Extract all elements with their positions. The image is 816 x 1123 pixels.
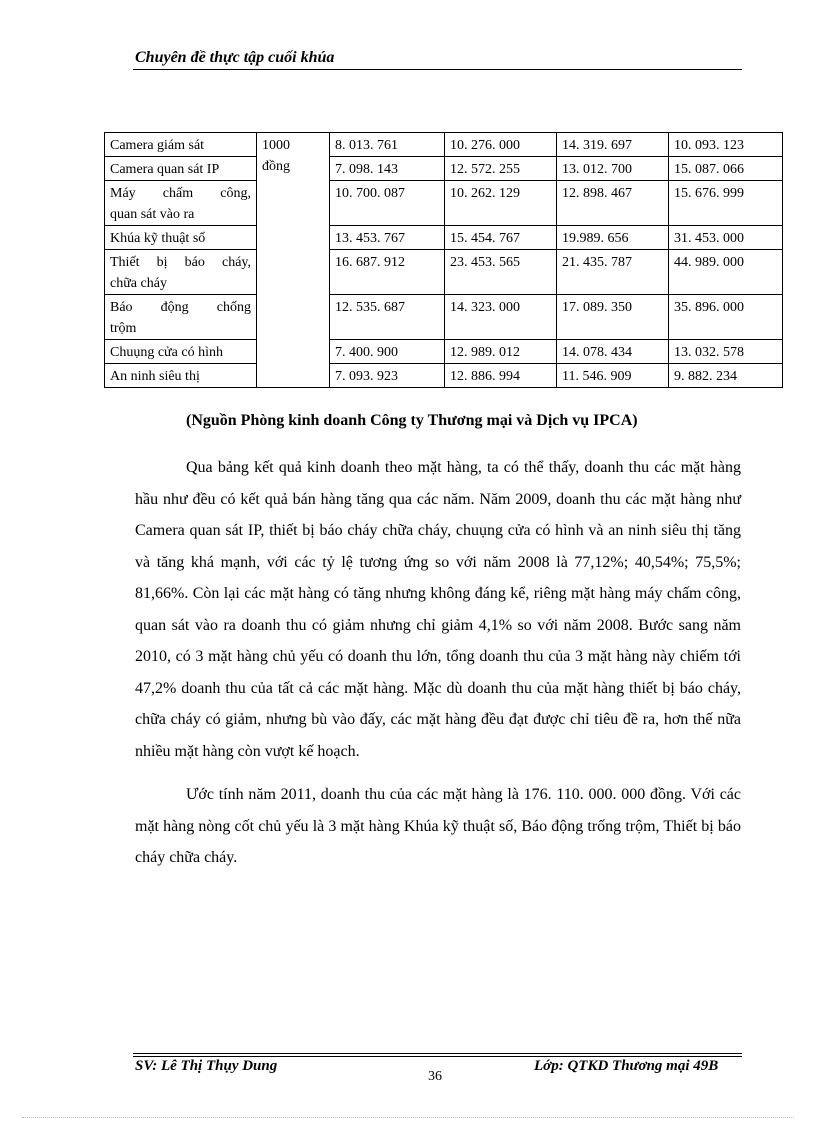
value-cell: 12. 535. 687	[330, 295, 445, 340]
table-row	[105, 295, 783, 340]
table-row	[105, 340, 783, 364]
revenue-table	[104, 132, 783, 388]
row-name: Máy chấm công, quan sát vào ra	[105, 181, 257, 226]
paragraph: Qua bảng kết quả kinh doanh theo mặt hàng, ta có thể thấy, doanh thu các mặt hàng hầu như đều có kết quả bán hàng tăng qua các năm. Năm 2009, doanh thu các mặt hàng như Camera quan sát IP, thiết bị báo cháy chữa cháy, chuụng cửa có hình và an ninh siêu thị tăng và tăng khá mạnh, với các tỷ lệ tương ứng so với năm 2008 là 77,12%; 40,54%; 75,5%; 81,66%. Còn lại các mặt hàng có tăng nhưng không đáng kể, riêng mặt hàng máy chấm công, quan sát vào ra doanh thu có giảm nhưng chỉ giảm 4,1% so với năm 2008. Bước sang năm 2010, có 3 mặt hàng chủ yếu có doanh thu lớn, tổng doanh thu của 3 mặt hàng này chiếm tới 47,2% doanh thu của tất cả các mặt hàng. Mặc dù doanh thu của mặt hàng thiết bị báo cháy, chữa cháy có giảm, nhưng bù vào đấy, các mặt hàng đều đạt được chỉ tiêu đề ra, hơn thế nữa nhiều mặt hàng còn vượt kế hoạch.	[135, 459, 741, 760]
value-cell: 13. 012. 700	[557, 157, 669, 181]
value-cell: 13. 032. 578	[669, 340, 783, 364]
footer-student: SV: Lê Thị Thụy Dung	[135, 1058, 278, 1074]
table-row	[105, 157, 783, 181]
value-cell: 14. 319. 697	[557, 133, 669, 157]
table-row	[105, 250, 783, 295]
page-number: 36	[428, 1069, 442, 1084]
value-cell: 23. 453. 565	[445, 250, 557, 295]
value-cell: 16. 687. 912	[330, 250, 445, 295]
paragraph: Ước tính năm 2011, doanh thu của các mặt hàng là 176. 110. 000. 000 đồng. Với các mặt hàng nòng cốt chủ yếu là 3 mặt hàng Khúa kỹ thuật số, Báo động trống trộm, Thiết bị báo cháy chữa cháy.	[135, 786, 741, 866]
row-name: Báo động chống trộm	[105, 295, 257, 340]
value-cell: 19.989. 656	[557, 226, 669, 250]
value-cell: 7. 098. 143	[330, 157, 445, 181]
value-cell: 14. 078. 434	[557, 340, 669, 364]
row-name: Camera giám sát	[105, 133, 257, 157]
value-cell: 17. 089. 350	[557, 295, 669, 340]
value-cell: 15. 454. 767	[445, 226, 557, 250]
row-name: Chuụng cửa có hình	[105, 340, 257, 364]
row-name: An ninh siêu thị	[105, 364, 257, 388]
table-row	[105, 364, 783, 388]
table-source-note: (Nguồn Phòng kinh doanh Công ty Thương mại và Dịch vụ IPCA)	[186, 412, 638, 429]
row-name: Khúa kỹ thuật số	[105, 226, 257, 250]
value-cell: 8. 013. 761	[330, 133, 445, 157]
value-cell: 12. 989. 012	[445, 340, 557, 364]
page-edge-dotted-line	[22, 1117, 794, 1118]
value-cell: 7. 093. 923	[330, 364, 445, 388]
value-cell: 10. 262. 129	[445, 181, 557, 226]
value-cell: 10. 276. 000	[445, 133, 557, 157]
value-cell: 12. 898. 467	[557, 181, 669, 226]
footer-rule	[133, 1053, 742, 1054]
body-text	[135, 452, 741, 874]
value-cell: 10. 093. 123	[669, 133, 783, 157]
value-cell: 11. 546. 909	[557, 364, 669, 388]
value-cell: 44. 989. 000	[669, 250, 783, 295]
table-row	[105, 181, 783, 226]
value-cell: 13. 453. 767	[330, 226, 445, 250]
row-name: Camera quan sát IP	[105, 157, 257, 181]
table-row	[105, 133, 783, 157]
row-name: Thiết bị báo cháy, chữa cháy	[105, 250, 257, 295]
value-cell: 21. 435. 787	[557, 250, 669, 295]
unit-cell: 1000 đồng	[257, 133, 330, 388]
value-cell: 14. 323. 000	[445, 295, 557, 340]
value-cell: 15. 087. 066	[669, 157, 783, 181]
value-cell: 12. 572. 255	[445, 157, 557, 181]
footer-rule	[133, 1056, 742, 1057]
value-cell: 9. 882. 234	[669, 364, 783, 388]
footer-class: Lớp: QTKD Thương mại 49B	[534, 1058, 719, 1074]
value-cell: 35. 896. 000	[669, 295, 783, 340]
value-cell: 12. 886. 994	[445, 364, 557, 388]
header-rule	[133, 69, 742, 70]
value-cell: 15. 676. 999	[669, 181, 783, 226]
value-cell: 31. 453. 000	[669, 226, 783, 250]
header-title: Chuyên đề thực tập cuối khúa	[135, 49, 335, 66]
value-cell: 10. 700. 087	[330, 181, 445, 226]
table-row	[105, 226, 783, 250]
value-cell: 7. 400. 900	[330, 340, 445, 364]
